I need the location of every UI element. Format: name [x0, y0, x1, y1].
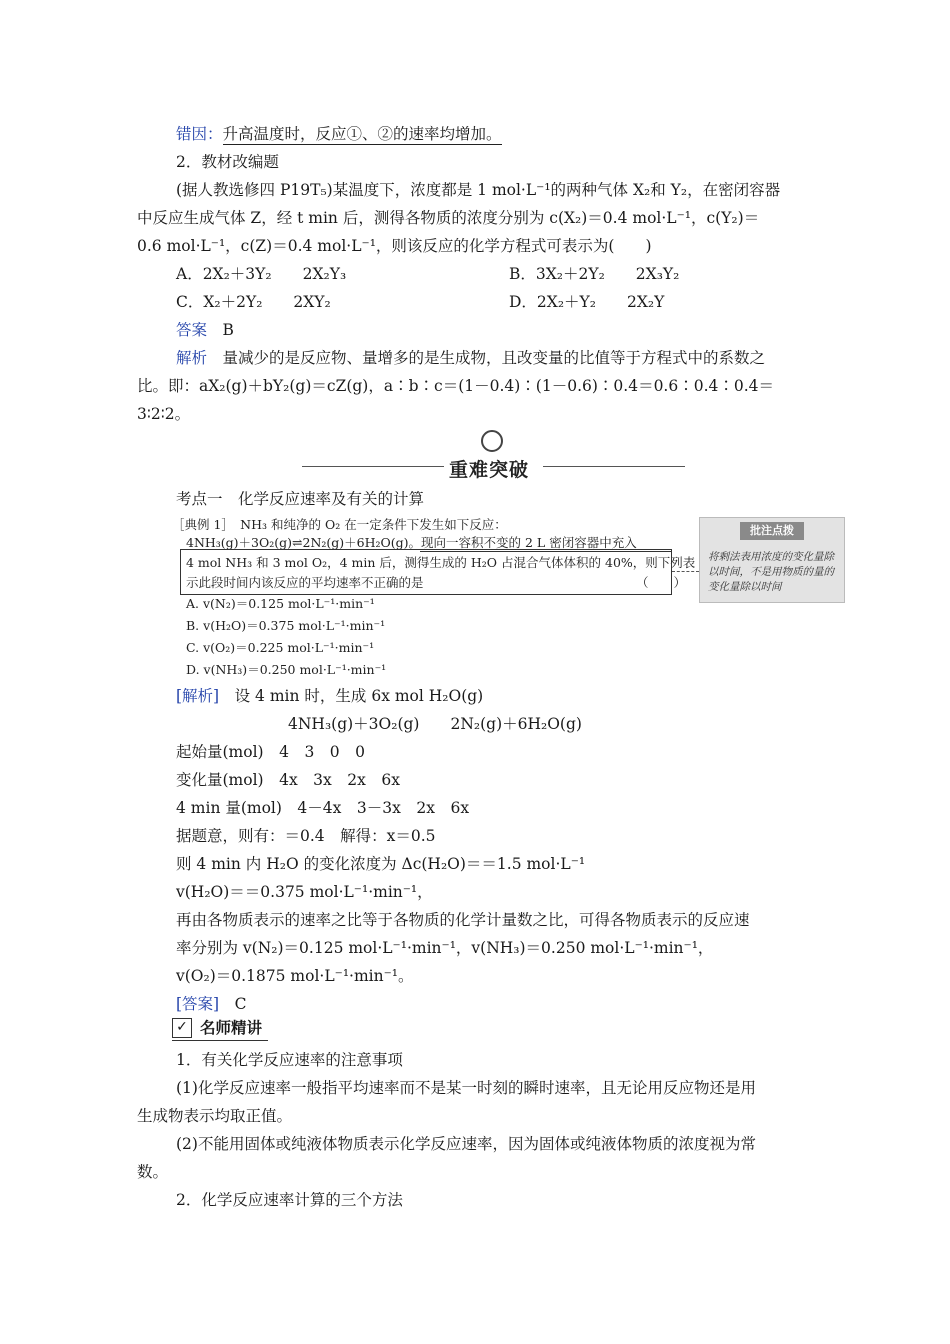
- notes-p1-title: 1．有关化学反应速率的注意事项: [176, 1051, 403, 1069]
- solution-intro-line: [176, 686, 483, 706]
- section-title: 重难突破: [449, 459, 530, 481]
- error-label: 错因：: [176, 125, 223, 143]
- solution-line-ti: 据题意，则有：＝0.4 解得：x＝0.5: [176, 827, 436, 845]
- check-icon: ✓: [172, 1018, 192, 1038]
- example-line4: 示此段时间内该反应的平均速率不正确的是: [186, 575, 424, 590]
- section-emblem-icon: [481, 430, 503, 452]
- solution-answer: [176, 994, 247, 1014]
- mingshi-header: [172, 1018, 268, 1040]
- error-line: [176, 124, 502, 144]
- example-option-b: B. v(H₂O)＝0.375 mol·L⁻¹·min⁻¹: [186, 618, 386, 633]
- solution-answer-label: [答案]: [176, 995, 220, 1013]
- q2-stem-line3: 0.6 mol·L⁻¹，c(Z)＝0.4 mol·L⁻¹，则该反应的化学方程式可表示为( ): [137, 237, 652, 255]
- mingshi-label: 名师精讲: [200, 1019, 263, 1037]
- solution-line-ratio2: 率分别为 v(N₂)＝0.125 mol·L⁻¹·min⁻¹，v(NH₃)＝0.250 mol·L⁻¹·min⁻¹，: [176, 939, 714, 957]
- note-connector: [672, 571, 699, 573]
- q2-option-a: A．2X₂＋3Y₂ 2X₂Y₃: [176, 265, 347, 283]
- q2-analysis-line2: 比。即：aX₂(g)＋bY₂(g)＝cZ(g)，a∶b∶c＝(1－0.4)∶(1－0.6)∶0.4＝0.6∶0.4∶0.4＝: [137, 377, 775, 395]
- solution-answer-value: C: [234, 995, 247, 1013]
- solution-line-ratio1: 再由各物质表示的速率之比等于各物质的化学计量数之比，可得各物质表示的反应速: [176, 911, 750, 929]
- example-line1: ［典例 1］ NH₃ 和纯净的 O₂ 在一定条件下发生如下反应：: [172, 517, 507, 532]
- q2-answer-value: B: [222, 321, 234, 339]
- notes-p1-a1: (1)化学反应速率一般指平均速率而不是某一时刻的瞬时速率，且无论用反应物还是用: [176, 1079, 756, 1097]
- notes-p1-b2: 数。: [137, 1163, 169, 1181]
- solution-row-start: 起始量(mol) 4 3 0 0: [176, 743, 366, 761]
- q2-option-c: C．X₂＋2Y₂ 2XY₂: [176, 293, 331, 311]
- solution-row-change: 变化量(mol) 4x 3x 2x 6x: [176, 771, 400, 789]
- example-bracket: （ ）: [636, 575, 687, 590]
- q2-title: 2．教材改编题: [176, 153, 279, 171]
- note-box: [699, 517, 845, 603]
- solution-equation: 4NH₃(g)＋3O₂(g) 2N₂(g)＋6H₂O(g): [288, 715, 582, 733]
- q2-stem-line2: 中反应生成气体 Z，经 t min 后，测得各物质的浓度分别为 c(X₂)＝0.4 mol·L⁻¹，c(Y₂)＝: [137, 209, 760, 227]
- note-text: 将剩法表用浓度的变化量除以时间，不是用物质的量的变化量除以时间: [708, 551, 834, 593]
- example-line3: 4 mol NH₃ 和 3 mol O₂，4 min 后，测得生成的 H₂O 占混合气体体积的 40%，则下列表: [186, 555, 696, 570]
- notes-p1-b1: (2)不能用固体或纯液体物质表示化学反应速率，因为固体或纯液体物质的浓度视为常: [176, 1135, 756, 1153]
- example-option-d: D. v(NH₃)＝0.250 mol·L⁻¹·min⁻¹: [186, 662, 387, 677]
- q2-option-d: D．2X₂＋Y₂ 2X₂Y: [509, 293, 665, 311]
- example-option-c: C. v(O₂)＝0.225 mol·L⁻¹·min⁻¹: [186, 640, 375, 655]
- q2-answer: [176, 320, 234, 340]
- solution-row-4min: 4 min 量(mol) 4－4x 3－3x 2x 6x: [176, 799, 470, 817]
- q2-option-b: B．3X₂＋2Y₂ 2X₃Y₂: [509, 265, 680, 283]
- error-text: 升高温度时，反应①、②的速率均增加。: [222, 125, 502, 143]
- section-rule-right: [543, 466, 685, 467]
- section-rule-left: [302, 466, 444, 467]
- solution-label: [解析]: [176, 687, 220, 705]
- q2-analysis-label: 解析: [176, 349, 208, 367]
- solution-line-ratio3: v(O₂)＝0.1875 mol·L⁻¹·min⁻¹。: [176, 967, 414, 985]
- q2-analysis-line3: 3∶2∶2。: [137, 405, 191, 423]
- solution-intro: 设 4 min 时，生成 6x mol H₂O(g): [234, 687, 484, 705]
- q2-stem-line1: (据人教选修四 P19T₅)某温度下，浓度都是 1 mol·L⁻¹的两种气体 X₂和 Y₂，在密闭容器: [176, 181, 781, 199]
- note-head: 批注点拨: [740, 522, 804, 540]
- q2-analysis-text1: 量减少的是反应物、量增多的是生成物，且改变量的比值等于方程式中的系数之: [222, 349, 766, 367]
- notes-p1-a2: 生成物表示均取正值。: [137, 1107, 293, 1125]
- example-line2: 4NH₃(g)＋3O₂(g)⇌2N₂(g)＋6H₂O(g)。现向一容积不变的 2 L 密闭容器中充入: [186, 535, 637, 550]
- q2-analysis-line1: [176, 348, 765, 368]
- kaodian-title: 考点一 化学反应速率及有关的计算: [176, 490, 425, 508]
- q2-answer-label: 答案: [176, 321, 208, 339]
- mingshi-underline: [172, 1040, 268, 1041]
- notes-p2-title: 2．化学反应速率计算的三个方法: [176, 1191, 403, 1209]
- example-option-a: A. v(N₂)＝0.125 mol·L⁻¹·min⁻¹: [186, 596, 375, 611]
- solution-line-v: v(H₂O)＝＝0.375 mol·L⁻¹·min⁻¹，: [176, 883, 433, 901]
- solution-line-conc: 则 4 min 内 H₂O 的变化浓度为 Δc(H₂O)＝＝1.5 mol·L⁻¹: [176, 855, 586, 873]
